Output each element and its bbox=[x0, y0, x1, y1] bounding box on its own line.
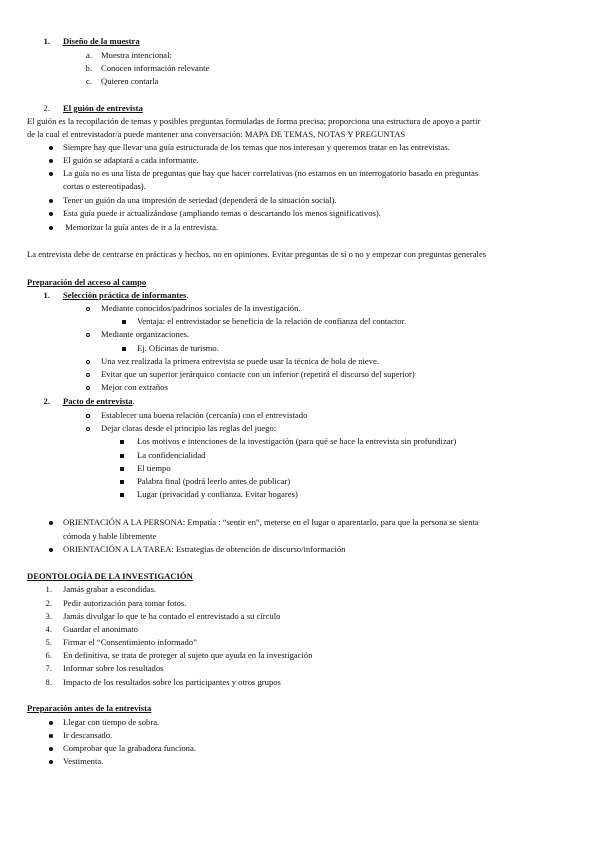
list-item: Establecer una buena relación (cercanía) con el entrevistado bbox=[101, 410, 308, 420]
list-marker: 3. bbox=[45, 611, 52, 621]
bullet-icon bbox=[49, 212, 53, 216]
list-item: Tener un guión da una impresión de seriedad (dependerá de la situación social). bbox=[63, 195, 337, 205]
subsection-title: Pacto de entrevista. bbox=[63, 396, 135, 406]
list-marker: a. bbox=[86, 50, 92, 60]
list-item: Ir descansado. bbox=[63, 730, 113, 740]
bullet-icon bbox=[49, 734, 53, 738]
section-number: 1. bbox=[43, 290, 50, 300]
list-item: Mediante organizaciones. bbox=[101, 329, 190, 339]
section-title: Diseño de la muestra bbox=[63, 36, 140, 46]
list-item: Una vez realizada la primera entrevista se puede usar la técnica de bola de nieve. bbox=[101, 356, 379, 366]
list-marker: 7. bbox=[45, 663, 52, 673]
list-item: Ej. Oficinas de turismo. bbox=[137, 343, 219, 353]
list-marker: 2. bbox=[45, 598, 52, 608]
section-number: 1. bbox=[43, 36, 50, 46]
square-bullet-icon bbox=[120, 440, 124, 444]
bullet-icon bbox=[49, 721, 53, 725]
square-bullet-icon bbox=[120, 493, 124, 497]
list-marker: 6. bbox=[45, 650, 52, 660]
square-bullet-icon bbox=[122, 320, 126, 324]
list-item: Mediante conocidos/padrinos sociales de la investigación. bbox=[101, 303, 301, 313]
section-heading: Preparación del acceso al campo bbox=[27, 277, 147, 287]
list-item: Palabra final (podrá leerlo antes de publicar) bbox=[137, 476, 291, 486]
list-item: Mejor con extraños bbox=[101, 382, 168, 392]
list-item: Conocen información relevante bbox=[101, 63, 210, 73]
list-item: Ventaja: el entrevistador se beneficia de la relación de confianza del contactor. bbox=[137, 316, 407, 326]
list-item-continuation: cortas o estereotipadas). bbox=[63, 181, 146, 191]
circle-bullet-icon bbox=[86, 360, 90, 364]
list-marker: c. bbox=[86, 76, 92, 86]
bullet-icon bbox=[49, 548, 53, 552]
list-item: Jamás grabar a escondidas. bbox=[63, 584, 157, 594]
note-paragraph: La entrevista debe de centrarse en prácticas y hechos, no en opiniones. Evitar preguntas de sí o no y empezar con preguntas generales bbox=[27, 249, 487, 259]
bullet-icon bbox=[49, 199, 53, 203]
circle-bullet-icon bbox=[86, 427, 90, 431]
list-marker: 4. bbox=[45, 624, 52, 634]
paragraph-line: El guión es la recopilación de temas y posibles preguntas formuladas de forma precisa; proporciona una estructura de apoyo a partir bbox=[27, 116, 481, 126]
section-number: 2. bbox=[43, 103, 50, 113]
list-item: ORIENTACIÓN A LA PERSONA: Empatía : “sentir en”, meterse en el lugar o aparentarlo, para que la persona se sienta bbox=[63, 517, 479, 527]
list-marker: b. bbox=[85, 63, 92, 73]
list-item: Llegar con tiempo de sobra. bbox=[63, 717, 160, 727]
bullet-icon bbox=[49, 146, 53, 150]
list-item: Los motivos e intenciones de la investigación (para qué se hace la entrevista sin profundizar) bbox=[137, 436, 457, 446]
square-bullet-icon bbox=[120, 480, 124, 484]
list-item-continuation: cómoda y hable libremente bbox=[63, 531, 157, 541]
bullet-icon bbox=[49, 521, 53, 525]
list-item: Comprobar que la grabadora funciona. bbox=[63, 743, 196, 753]
list-item: La guía no es una lista de preguntas que hay que hacer correlativas (no estamos en un interrogatorio basado en preguntas bbox=[63, 168, 479, 178]
list-item: Memorizar la guía antes de ir a la entrevista. bbox=[63, 222, 219, 232]
section-heading: Preparación antes de la entrevista bbox=[27, 703, 152, 713]
list-marker: 1. bbox=[45, 584, 52, 594]
list-item: ORIENTACIÓN A LA TAREA: Estrategias de obtención de discurso/información bbox=[63, 544, 346, 554]
list-item: El tiempo bbox=[137, 463, 171, 473]
section-number: 2. bbox=[43, 396, 50, 406]
list-item: Esta guía puede ir actualizándose (ampliando temas o descartando los menos significativos). bbox=[63, 208, 381, 218]
bullet-icon bbox=[49, 159, 53, 163]
bullet-icon bbox=[49, 172, 53, 176]
circle-bullet-icon bbox=[86, 414, 90, 418]
list-item: Impacto de los resultados sobre los participantes y otros grupos bbox=[63, 677, 281, 687]
list-marker: 5. bbox=[45, 637, 52, 647]
list-item: Dejar claras desde el principio las reglas del juego: bbox=[101, 423, 277, 433]
list-item: Siempre hay que llevar una guía estructurada de los temas que nos interesan y queremos tratar en las entrevistas. bbox=[63, 142, 450, 152]
list-marker: 8. bbox=[45, 677, 52, 687]
list-item: Informar sobre los resultados bbox=[63, 663, 164, 673]
section-title: El guión de entrevista bbox=[63, 103, 143, 113]
square-bullet-icon bbox=[120, 454, 124, 458]
list-item: Muestra intencional: bbox=[101, 50, 172, 60]
square-bullet-icon bbox=[122, 347, 126, 351]
list-item: Pedir autorización para tomar fotos. bbox=[63, 598, 187, 608]
bullet-icon bbox=[49, 760, 53, 764]
list-item: Lugar (privacidad y confianza. Evitar hogares) bbox=[137, 489, 298, 499]
list-item: Vestimenta. bbox=[63, 756, 104, 766]
subsection-title: Selección práctica de informantes. bbox=[63, 290, 189, 300]
list-item: Evitar que un superior jerárquico contacte con un inferior (repetirá el discurso del superior) bbox=[101, 369, 415, 379]
circle-bullet-icon bbox=[86, 373, 90, 377]
list-item: Firmar el “Consentimiento informado” bbox=[63, 637, 197, 647]
circle-bullet-icon bbox=[86, 333, 90, 337]
list-item: La confidencialidad bbox=[137, 450, 206, 460]
bullet-icon bbox=[49, 747, 53, 751]
section-heading: DEONTOLOGÍA DE LA INVESTIGACIÓN bbox=[27, 571, 193, 581]
list-item: El guión se adaptará a cada informante. bbox=[63, 155, 199, 165]
paragraph-line: de la cual el entrevistador/a puede mantener una conversación: MAPA DE TEMAS, NOTAS Y PREGUNTAS bbox=[27, 129, 406, 139]
circle-bullet-icon bbox=[86, 307, 90, 311]
square-bullet-icon bbox=[120, 467, 124, 471]
list-item: Quieren contarla bbox=[101, 76, 159, 86]
list-item: En definitiva, se trata de proteger al sujeto que ayuda en la investigación bbox=[63, 650, 313, 660]
list-item: Guardar el anonimato bbox=[63, 624, 138, 634]
circle-bullet-icon bbox=[86, 386, 90, 390]
list-item: Jamás divulgar lo que te ha contado el entrevistado a su círculo bbox=[63, 611, 281, 621]
bullet-icon bbox=[49, 226, 53, 230]
